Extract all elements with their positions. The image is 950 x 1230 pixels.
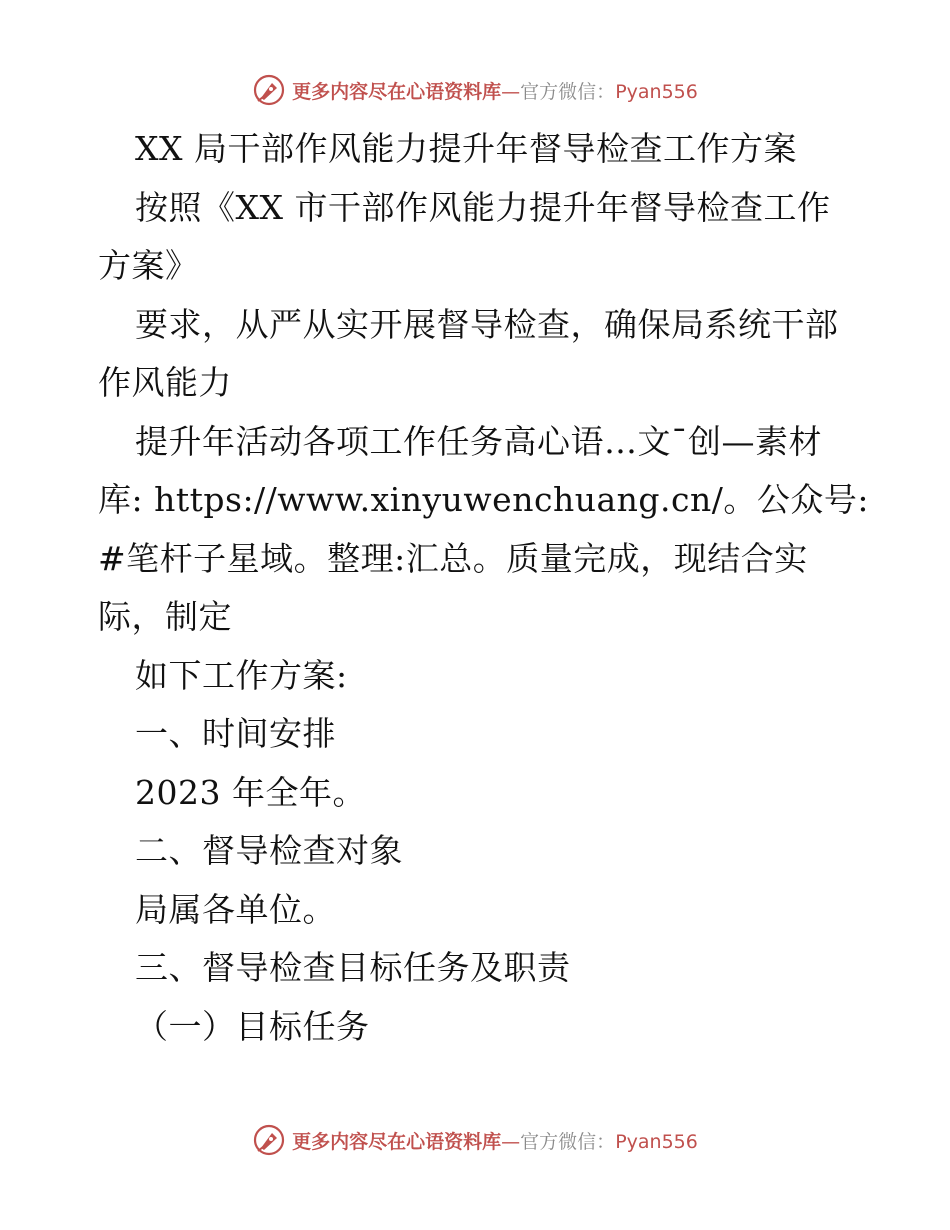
header-brand-text: 更多内容尽在心语资料库 [292, 80, 502, 103]
section-heading: 三、督导检查目标任务及职责 [135, 948, 571, 987]
footer-banner-text [292, 1127, 698, 1154]
footer-brand-text: 更多内容尽在心语资料库 [292, 1130, 502, 1153]
footer-dash: — [501, 1130, 521, 1153]
header-banner-text [292, 77, 698, 104]
footer-banner [0, 1120, 950, 1160]
document-body [98, 120, 869, 1056]
document-title: XX 局干部作风能力提升年督导检查工作方案 [135, 129, 797, 168]
pen-nib-logo-icon [252, 1123, 286, 1157]
paragraph-line: 2023 年全年。 [135, 772, 366, 812]
paragraph-line: 按照《XX 市干部作风能力提升年督导检查工作 [135, 187, 831, 227]
footer-banner-inner [252, 1123, 698, 1157]
header-separator: ： [596, 80, 616, 103]
header-wechat-label: 官方微信 [520, 80, 597, 103]
paragraph-line: 如下工作方案: [135, 655, 348, 695]
subsection-heading: （一）目标任务 [135, 1006, 370, 1046]
pen-nib-logo-icon [252, 73, 286, 107]
paragraph-line: 际，制定 [98, 597, 232, 636]
paragraph-line: 要求，从严从实开展督导检查，确保局系统干部 [135, 304, 839, 344]
footer-separator: ： [596, 1130, 616, 1153]
section-heading: 二、督导检查对象 [135, 831, 403, 870]
section-heading: 一、时间安排 [135, 714, 336, 753]
paragraph-line: 库: https://www.xinyuwenchuang.cn/。公众号: [98, 480, 869, 519]
header-wechat-id: Pyan556 [615, 80, 698, 103]
paragraph-line: 方案》 [98, 246, 199, 285]
header-banner-inner [252, 73, 698, 107]
paragraph-line: 局属各单位。 [135, 889, 336, 929]
footer-wechat-id: Pyan556 [615, 1130, 698, 1153]
header-banner [0, 70, 950, 110]
footer-wechat-label: 官方微信 [520, 1130, 597, 1153]
paragraph-line: 作风能力 [98, 363, 232, 402]
header-dash: — [501, 80, 521, 103]
paragraph-line: 提升年活动各项工作任务高心语…文¯创—素材 [135, 421, 822, 461]
paragraph-line: #笔杆子星域。整理:汇总。质量完成，现结合实 [98, 538, 808, 578]
